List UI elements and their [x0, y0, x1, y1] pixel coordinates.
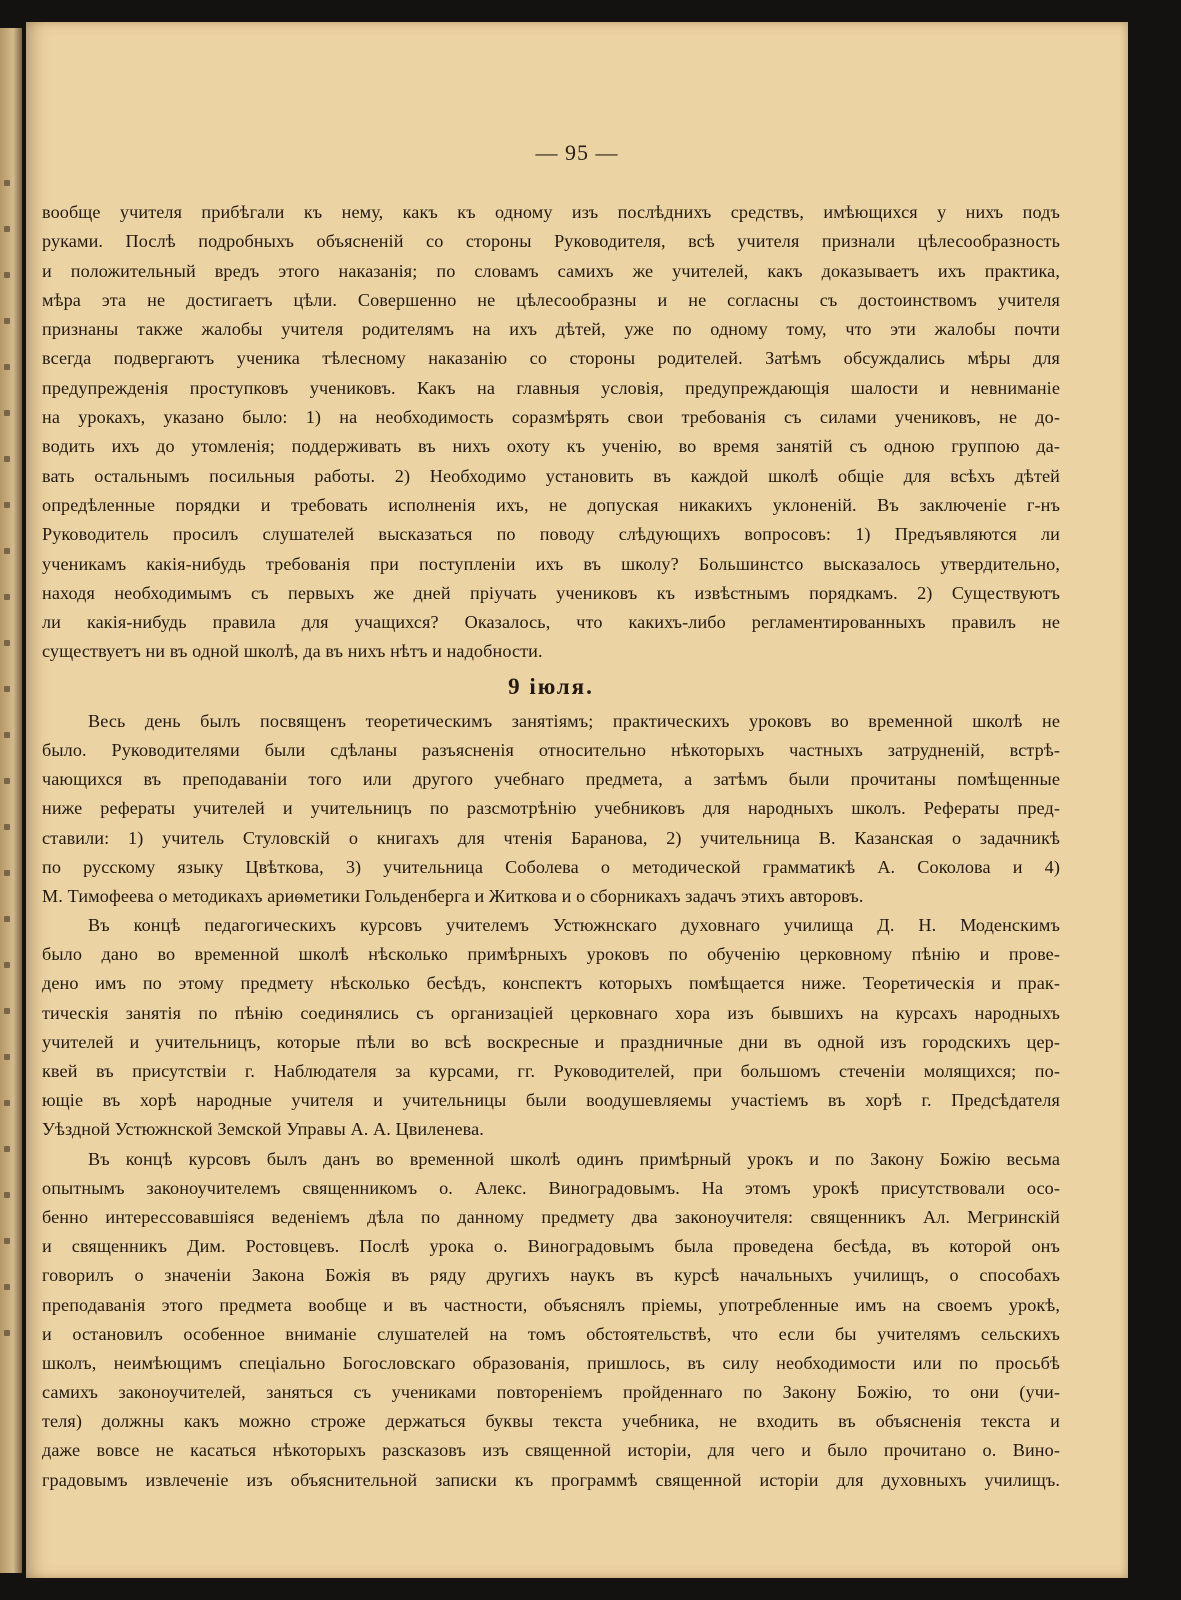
section-heading-date: 9 іюля.: [508, 673, 594, 699]
text-line: учителей и учительницъ, которые пѣли во всѣ воскресные и праздничные дни въ одной изъ городскихъ цер-: [42, 1031, 1060, 1052]
text-line: всегда подвергаютъ ученика тѣлесному наказанію со стороны родителей. Затѣмъ обсуждались мѣры для: [42, 348, 1060, 369]
text-line: бенно интерессовавшіяся веденіемъ дѣла по данному предмету два законоучителя: священникъ Ал. Мегринскій: [42, 1206, 1060, 1227]
text-line: ниже рефераты учителей и учительницъ по разсмотрѣнію учебниковъ для народныхъ школъ. Рефераты пред-: [42, 798, 1060, 819]
paragraph-1: [42, 198, 1060, 667]
text-line: признаны также жалобы учителя родителямъ на ихъ дѣтей, уже по одному тому, что эти жалобы почти: [42, 319, 1060, 340]
text-line: даже вовсе не касаться нѣкоторыхъ разсказовъ изъ священной исторіи, для чего и было прочитано о. Вино-: [42, 1440, 1060, 1461]
book-page: [26, 22, 1128, 1578]
text-line: существуетъ ни въ одной школѣ, да въ нихъ нѣтъ и надобности.: [42, 641, 543, 662]
text-line: было дано во временной школѣ нѣсколько примѣрныхъ уроковъ по обученію церковному пѣнію и прове-: [42, 944, 1060, 965]
text-line: самихъ законоучителей, заняться съ учениками повтореніемъ пройденнаго по Закону Божію, то они (учи-: [42, 1382, 1060, 1403]
text-line: вообще учителя прибѣгали къ нему, какъ къ одному изъ послѣднихъ средствъ, имѣющихся у нихъ подъ: [42, 202, 1060, 222]
text-line: Уѣздной Устюжнской Земской Управы А. А. Цвиленева.: [42, 1119, 484, 1140]
text-line: руками. Послѣ подробныхъ объясненій со стороны Руководителя, всѣ учителя признали цѣлесообразность: [42, 231, 1060, 252]
text-line: М. Тимофеева о методикахъ ариѳметики Гольденберга и Житкова и о сборникахъ задачъ этихъ авторовъ.: [42, 885, 864, 906]
text-line: теля) должны какъ можно строже держаться буквы текста учебника, не входить въ объясненія текста и: [42, 1411, 1060, 1432]
text-line: чающихся въ преподаваніи того или другого учебнаго предмета, а затѣмъ были прочитаны помѣщенные: [42, 769, 1060, 790]
text-line: опредѣленные порядки и требовать исполненія ихъ, не допуская никакихъ уклоненій. Въ заключеніе г-нъ: [42, 494, 1060, 515]
text-line: ученикамъ какія-нибудь требованія при поступленіи ихъ въ школу? Большинстсо высказалось утвердительно,: [42, 553, 1060, 574]
text-line: говорилъ о значеніи Закона Божія въ ряду другихъ наукъ въ курсѣ начальныхъ училищъ, о способахъ: [42, 1265, 1060, 1286]
text-line: водить ихъ до утомленія; поддерживать въ нихъ охоту къ ученію, во время занятій съ одною группою да-: [42, 436, 1060, 457]
paragraph-3: [42, 911, 1060, 1145]
text-line: градовымъ извлеченіе изъ объяснительной записки къ программѣ священной исторіи для духовныхъ училищъ.: [42, 1469, 1060, 1490]
paragraph-4: [42, 1145, 1060, 1495]
text-line: и положительный вредъ этого наказанія; по словамъ самихъ же учителей, какъ доказываетъ ихъ практика,: [42, 260, 1060, 281]
paragraph-2: [42, 707, 1060, 911]
text-line: вать остальнымъ посильныя работы. 2) Необходимо установить въ каждой школѣ общіе для всѣхъ дѣтей: [42, 465, 1060, 486]
text-line: ли какія-нибудь правила для учащихся? Оказалось, что какихъ-либо регламентированныхъ правилъ не: [42, 612, 1060, 633]
text-line: ющіе въ хорѣ народные учителя и учительницы были воодушевляемы участіемъ въ хорѣ г. Предсѣдателя: [42, 1090, 1060, 1111]
previous-page-margin-marks: [0, 180, 14, 1480]
text-line: находя необходимымъ съ первыхъ же дней пріучать учениковъ къ извѣстнымъ порядкамъ. 2) Существуютъ: [42, 582, 1060, 603]
page-text: [42, 198, 1060, 1495]
text-line: и остановилъ особенное вниманіе слушателей на томъ обстоятельствѣ, что если бы учителямъ сельскихъ: [42, 1323, 1060, 1344]
text-line: предупрежденія проступковъ учениковъ. Какъ на главныя условія, предупреждающія шалости и невниманіе: [42, 377, 1060, 398]
text-line: опытнымъ законоучителемъ священникомъ о. Алекс. Виноградовымъ. На этомъ урокѣ присутствовали осо-: [42, 1177, 1060, 1198]
text-line: ставили: 1) учитель Стуловскій о книгахъ для чтенія Баранова, 2) учительница В. Казанская о задачникѣ: [42, 827, 1060, 848]
text-line: тическія занятія по пѣнію соединялись съ организаціей церковнаго хора изъ бывшихъ на курсахъ народныхъ: [42, 1002, 1060, 1023]
text-line: было. Руководителями были сдѣланы разъясненія относительно нѣкоторыхъ частныхъ затрудненій, встрѣ-: [42, 739, 1060, 760]
page-number: — 95 —: [535, 140, 619, 165]
text-line: квей въ присутствіи г. Наблюдателя за курсами, гг. Руководителей, при большомъ стеченіи молящихся; по-: [42, 1061, 1060, 1081]
text-line: и священникъ Дим. Ростовцевъ. Послѣ урока о. Виноградовымъ была проведена бесѣда, въ которой онъ: [42, 1236, 1060, 1257]
text-line: на урокахъ, указано было: 1) на необходимость соразмѣрять свои требованія съ силами учениковъ, не до-: [42, 407, 1060, 428]
text-line: преподаванія этого предмета вообще и въ частности, объяснялъ пріемы, употребленные имъ на своемъ урокѣ,: [42, 1294, 1060, 1315]
text-line: школъ, неимѣющимъ спеціально Богословскаго образованія, пришлось, въ силу необходимости или по просьбѣ: [42, 1352, 1060, 1373]
text-line: Въ концѣ курсовъ былъ данъ во временной школѣ одинъ примѣрный урокъ и по Закону Божію весьма: [88, 1148, 1060, 1169]
text-line: по русскому языку Цвѣткова, 3) учительница Соболева о методической грамматикѣ А. Соколова и 4): [42, 856, 1060, 877]
text-line: Въ концѣ педагогическихъ курсовъ учителемъ Устюжнскаго духовнаго училища Д. Н. Моденскимъ: [88, 915, 1060, 936]
text-line: мѣра эта не достигаетъ цѣли. Совершенно не цѣлесообразны и не согласны съ достоинствомъ учителя: [42, 289, 1060, 310]
text-line: Весь день былъ посвященъ теоретическимъ занятіямъ; практическихъ уроковъ во временной школѣ не: [88, 710, 1060, 731]
text-line: Руководитель просилъ слушателей высказаться по поводу слѣдующихъ вопросовъ: 1) Предъявляются ли: [42, 524, 1060, 545]
text-line: дено имъ по этому предмету нѣсколько бесѣдъ, конспектъ которыхъ помѣщается ниже. Теоретическія и прак-: [42, 973, 1060, 994]
